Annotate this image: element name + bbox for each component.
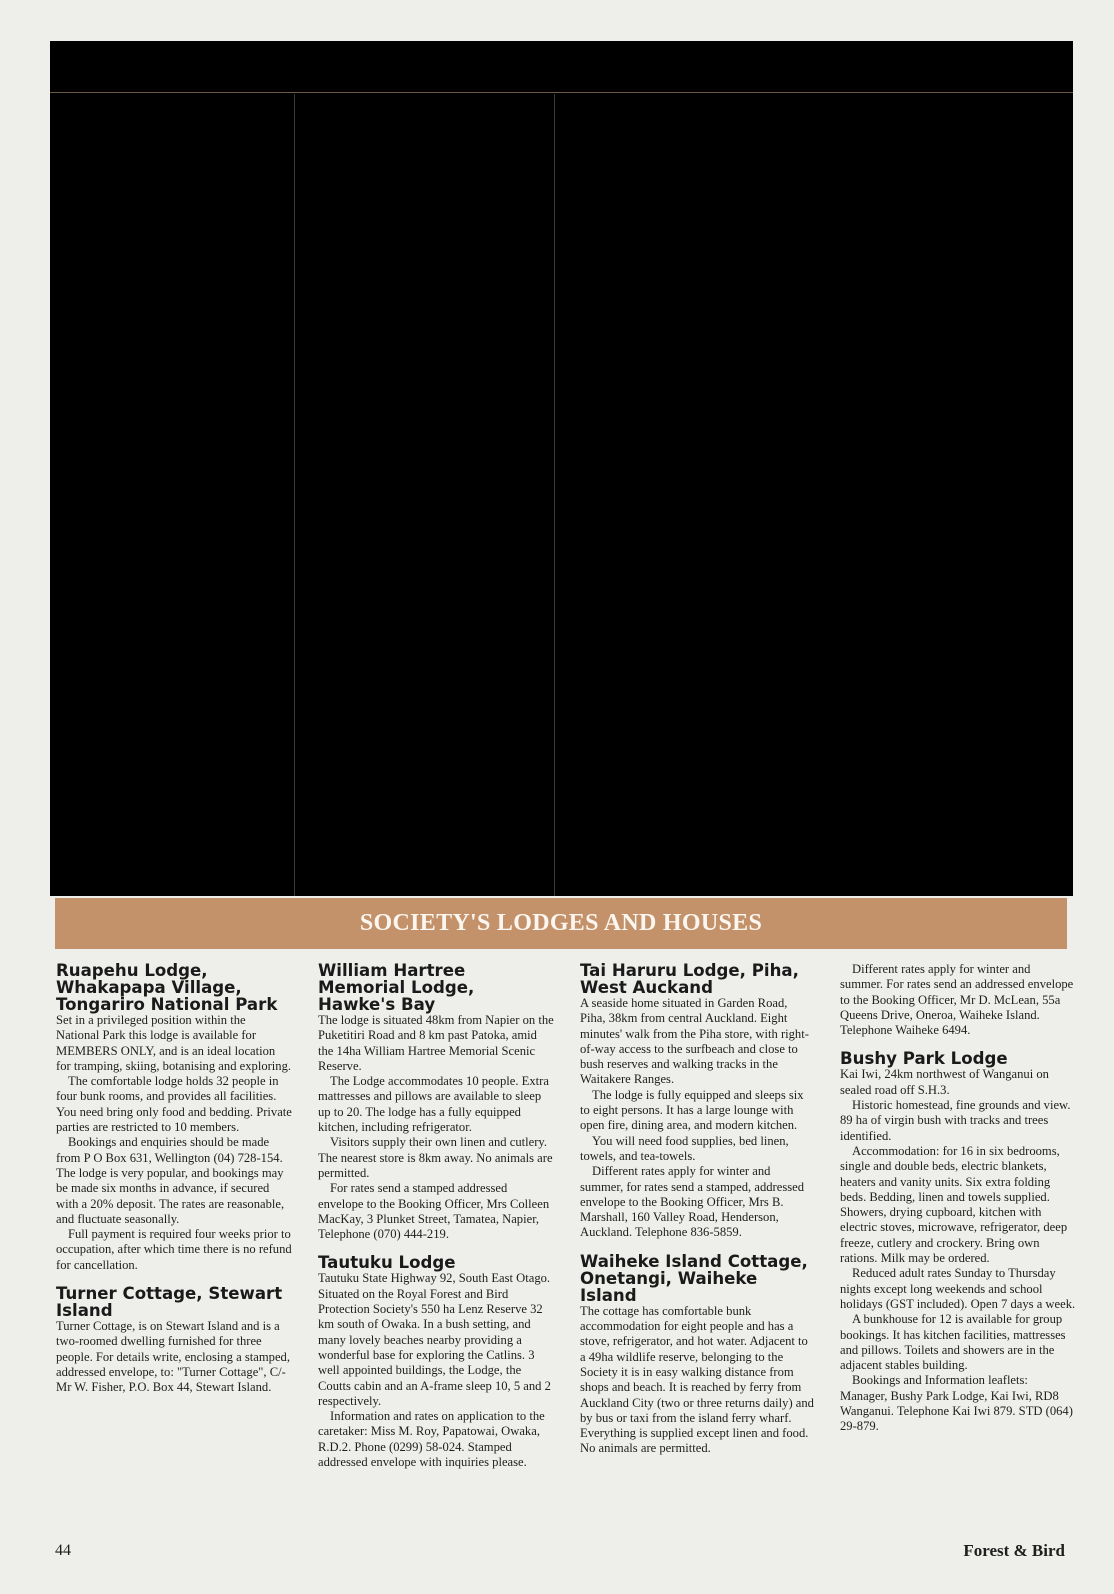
body-paragraph: For rates send a stamped addressed envelope to the Booking Officer, Mrs Colleen MacKay, 3 Plunket Street, Tamatea, Napier, Telephone (070) 444-219. <box>318 1181 550 1242</box>
banner-title: SOCIETY'S LODGES AND HOUSES <box>359 910 763 936</box>
body-paragraph: Different rates apply for winter and summer. For rates send an addressed envelope to the Booking Officer, Mr D. McLean, 55a Queens Drive, Oneroa, Waiheke Island. Telephone Waiheke 6494. <box>840 962 1074 1038</box>
body-paragraph: Reduced adult rates Sunday to Thursday nights except long weekends and school holidays (GST included). Open 7 days a week. <box>840 1266 1076 1311</box>
section-banner <box>55 898 1067 949</box>
body-paragraph: Different rates apply for winter and summer, for rates send a stamped, addressed envelope to the Booking Officer, Mrs B. Marshall, 160 Valley Road, Henderson, Auckland. Telephone 836-5859. <box>580 1164 805 1240</box>
body-paragraph: Kai Iwi, 24km northwest of Wanganui on sealed road off S.H.3. <box>840 1067 1049 1097</box>
body-paragraph: The cottage has comfortable bunk accommodation for eight people and has a stove, refrigerator, and hot water. Adjacent to a 49ha wildlife reserve, belonging to the Society it is in easy walking distance from shops and beach. It is reached by ferry from Auckland City (two or three returns daily) and by bus or taxi from the island ferry wharf. Everything is supplied except linen and food. No animals are permitted. <box>580 1303 814 1456</box>
photo-divider <box>554 94 555 896</box>
lodge-heading: Bushy Park Lodge <box>840 1049 1008 1069</box>
lodge-entry <box>318 962 554 1242</box>
body-paragraph: Visitors supply their own linen and cutlery. The nearest store is 8km away. No animals are permitted. <box>318 1135 553 1180</box>
body-paragraph: The Lodge accommodates 10 people. Extra mattresses and pillows are available to sleep up to 20. The lodge has a fully equipped kitchen, including refrigerator. <box>318 1074 549 1135</box>
lodge-heading: Tai Haruru Lodge, Piha, West Auckand <box>580 961 799 997</box>
article-column-4 <box>840 962 1076 1447</box>
lodge-entry <box>840 962 1076 1038</box>
body-paragraph: A bunkhouse for 12 is available for group bookings. It has kitchen facilities, mattresses and pillows. Toilets and showers are in the adjacent stables building. <box>840 1312 1066 1373</box>
photo-rule <box>50 92 1073 93</box>
body-paragraph: A seaside home situated in Garden Road, Piha, 38km from central Auckland. Eight minutes' walk from the Piha store, with right-of-way access to the surfbeach and close to bush reserves and walking tracks in the Waitakere Ranges. <box>580 996 809 1087</box>
body-paragraph: The comfortable lodge holds 32 people in four bunk rooms, and provides all facilities. You need bring only food and bedding. Private parties are restricted to 10 members. <box>56 1074 292 1135</box>
body-paragraph: Tautuku State Highway 92, South East Otago. Situated on the Royal Forest and Bird Protection Society's 550 ha Lenz Reserve 32 km south of Owaka. In a bush setting, and many lovely beaches nearby providing a wonderful base for exploring the Catlins. 3 well appointed buildings, the Lodge, the Coutts cabin and an A-frame sleep 10, 5 and 2 respectively. <box>318 1271 551 1408</box>
lodge-heading: Waiheke Island Cottage, Onetangi, Waiheke Island <box>580 1251 808 1305</box>
lodge-heading: William Hartree Memorial Lodge, Hawke's Bay <box>318 961 475 1014</box>
body-paragraph: Accommodation: for 16 in six bedrooms, single and double beds, electric blankets, heaters and vanity units. Six extra folding beds. Bedding, linen and towels supplied. Showers, drying cupboard, kitchen with electric stoves, microwave, refrigerator, deep freeze, cutlery and crockery. Bring own rations. Milk may be ordered. <box>840 1143 1068 1266</box>
body-paragraph: Full payment is required four weeks prior to occupation, after which time there is no refund for cancellation. <box>56 1227 292 1272</box>
lodge-entry <box>56 962 292 1273</box>
body-paragraph: Bookings and Information leaflets: Manager, Bushy Park Lodge, Kai Iwi, RD8 Wanganui. Telephone Kai Iwi 879. STD (064) 29-879. <box>840 1373 1073 1434</box>
lodge-entry <box>840 1050 1076 1434</box>
lodge-heading: Tautuku Lodge <box>318 1253 456 1273</box>
masthead: Forest & Bird <box>963 1541 1065 1560</box>
page-number: 44 <box>55 1542 71 1559</box>
body-paragraph: Information and rates on application to the caretaker: Miss M. Roy, Papatowai, Owaka, R.D.2. Phone (0299) 58-024. Stamped addressed envelope with inquiries please. <box>318 1409 545 1470</box>
article-column-3 <box>580 962 816 1469</box>
article-column-2 <box>318 962 554 1482</box>
body-paragraph: Historic homestead, fine grounds and view. 89 ha of virgin bush with tracks and trees identified. <box>840 1098 1071 1143</box>
lodge-entry <box>580 1253 816 1457</box>
article-column-1 <box>56 962 292 1408</box>
lodge-entry <box>580 962 816 1241</box>
lodge-heading: Ruapehu Lodge, Whakapapa Village, Tongariro National Park <box>56 961 278 1014</box>
body-paragraph: You will need food supplies, bed linen, towels, and tea-towels. <box>580 1133 789 1163</box>
body-paragraph: Turner Cottage, is on Stewart Island and is a two-roomed dwelling furnished for three people. For details write, enclosing a stamped, addressed envelope, to: "Turner Cottage", C/-Mr W. Fisher, P.O. Box 44, Stewart Island. <box>56 1319 290 1395</box>
photo-divider <box>294 94 295 896</box>
lodge-entry <box>56 1285 292 1395</box>
body-paragraph: The lodge is situated 48km from Napier on the Puketitiri Road and 8 km past Patoka, amid the 14ha William Hartree Memorial Scenic Reserve. <box>318 1013 554 1073</box>
body-paragraph: The lodge is fully equipped and sleeps six to eight persons. It has a large lounge with open fire, dining area, and modern kitchen. <box>580 1087 804 1133</box>
photo-placeholder <box>50 41 1073 896</box>
body-paragraph: Bookings and enquiries should be made from P O Box 631, Wellington (04) 728-154. The lodge is very popular, and bookings may be made six months in advance, if secured with a 20% deposit. The rates are reasonable, and fluctuate seasonally. <box>56 1135 285 1226</box>
body-paragraph: Set in a privileged position within the National Park this lodge is available for MEMBERS ONLY, and is an ideal location for tramping, skiing, botanising and exploring. <box>56 1013 292 1073</box>
lodge-heading: Turner Cottage, Stewart Island <box>56 1284 283 1321</box>
lodge-entry <box>318 1254 554 1470</box>
